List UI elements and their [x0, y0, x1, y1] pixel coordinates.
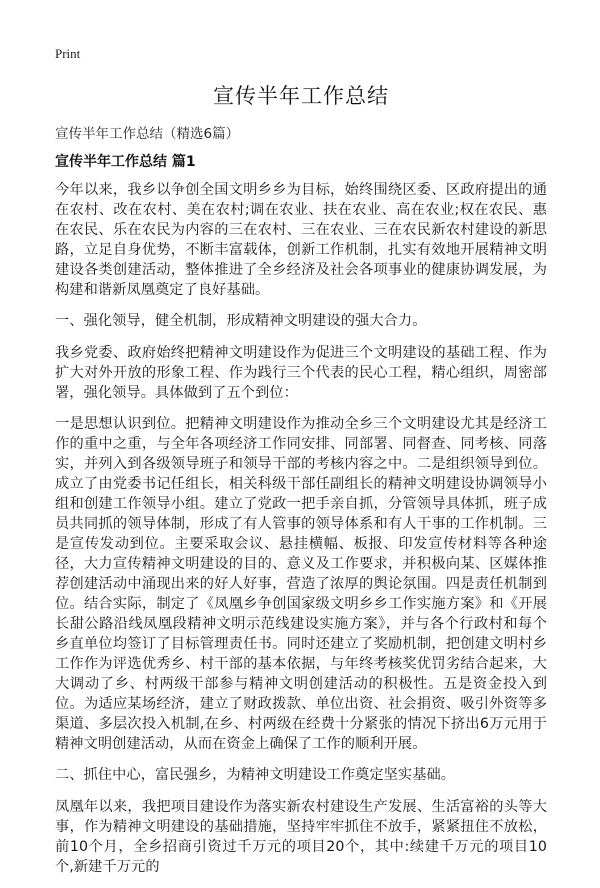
paragraph-heading-1: 一、强化领导，健全机制，形成精神文明建设的强大合力。	[55, 313, 427, 329]
document-title: 宣传半年工作总结	[213, 84, 389, 108]
paragraph-five-points: 一是思想认识到位。把精神文明建设作为推动全乡三个文明建设尤其是经济工作的重中之重，与全年各项经济工作同安排、同部署、同督查、同考核、同落实，并列入到各级领导班子和领导干部的考核内容之中。二是组织领导到位。成立了由党委书记任组长，相关科级干部任副组长的精神文明建设协调领导小组和创建工作领导小组。建立了党政一把手亲自抓，分管领导具体抓，班子成员共同抓的领导体制，形成了有人管事的领导体系和有人干事的工作机制。三是宣传发动到位。主要采取会议、悬挂横幅、板报、印发宣传材料等各种途径，大力宣传精神文明建设的目的、意义及工作要求，并积极向某、区媒体推荐创建活动中涌现出来的好人好事，营造了浓厚的舆论氛围。四是责任机制到位。结合实际，制定了《凤凰乡争创国家级文明乡乡工作实施方案》和《开展长甜公路沿线凤凰段精神文明示范线建设实施方案》，并与各个行政村和每个乡直单位均签订了目标管理责任书。同时还建立了奖励机制，把创建文明村乡工作作为评选优秀乡、村干部的基本依据，与年终考核奖优罚劣结合起来，大大调动了乡、村两级干部参与精神文明创建活动的积极性。五是资金投入到位。为适应某场经济，建立了财政拨款、单位出资、社会捐资、吸引外资等多渠道、多层次投入机制,在乡、村两级在经费十分紧张的情况下挤出6万元用于精神文明创建活动，从而在资金上确保了工作的顺利开展。	[55, 416, 547, 752]
paragraph-heading-2: 二、抓住中心，富民强乡，为精神文明建设工作奠定坚实基础。	[55, 767, 456, 783]
paragraph-leadership: 我乡党委、政府始终把精神文明建设作为促进三个文明建设的基础工程、作为扩大对外开放的形象工程、作为践行三个代表的民心工程，精心组织，周密部署，强化领导。具体做到了五个到位：	[55, 345, 547, 401]
print-label[interactable]: Print	[55, 46, 81, 61]
section-title: 宣传半年工作总结 篇1	[55, 154, 196, 170]
document-subtitle: 宣传半年工作总结（精选6篇）	[55, 126, 240, 142]
paragraph-intro: 今年以来，我乡以争创全国文明乡乡为目标，始终围绕区委、区政府提出的通在农村、改在农村、美在农村;调在农业、扶在农业、高在农业;权在农民、惠在农民、乐在农民为内容的三在农村、三在农业、三在农民新农村建设的新思路，立足自身优势，不断丰富载体，创新工作机制，扎实有效地开展精神文明建设各类创建活动，整体推进了全乡经济及社会各项事业的健康协调发展，为构建和谐新凤凰奠定了良好基础。	[55, 182, 547, 298]
paragraph-projects: 凤凰年以来，我把项目建设作为落实新农村建设生产发展、生活富裕的头等大事，作为精神文明建设的基础措施，坚持牢牢抓住不放手，紧紧扭住不放松，前10个月，全乡招商引资过千万元的项目20个，其中:续建千万元的项目10个,新建千万元的	[55, 799, 547, 875]
document-body	[55, 180, 547, 888]
